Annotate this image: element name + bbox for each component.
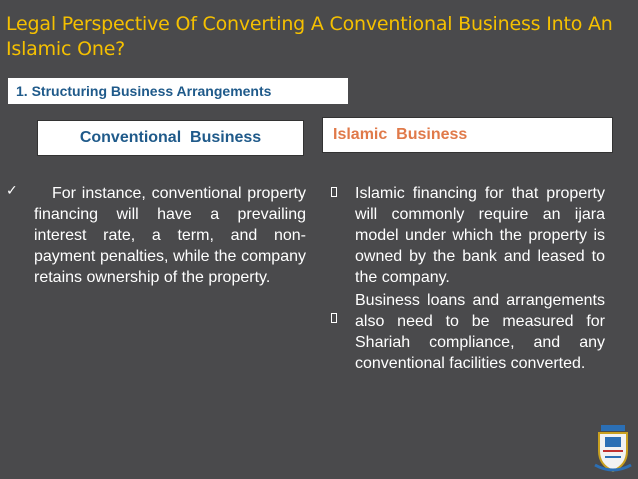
conventional-header: Conventional Business	[37, 120, 304, 156]
slide-title: Legal Perspective Of Converting A Conventional Business Into An Islamic One?	[6, 13, 613, 60]
conventional-paragraph: For instance, conventional property financing will have a prevailing interest rate, a term, and non-payment penalties, while the company retains ownership of the property.	[34, 185, 306, 286]
islamic-text-block	[355, 183, 605, 374]
square-bullet-icon	[331, 311, 337, 327]
islamic-item-1: Islamic financing for that property will commonly require an ijara model under which the property is owned by the bank and leased to the company.	[355, 185, 605, 286]
square-bullet-icon	[331, 185, 337, 201]
section-subtitle: 1. Structuring Business Arrangements	[8, 78, 348, 104]
university-crest-logo	[593, 421, 633, 473]
conventional-text-block	[34, 183, 306, 288]
islamic-header: Islamic Business	[322, 117, 613, 153]
check-bullet-icon: ✓	[6, 183, 18, 199]
islamic-item-2: Business loans and arrangements also need to be measured for Shariah compliance, and any conventional facilities converted.	[355, 292, 605, 372]
